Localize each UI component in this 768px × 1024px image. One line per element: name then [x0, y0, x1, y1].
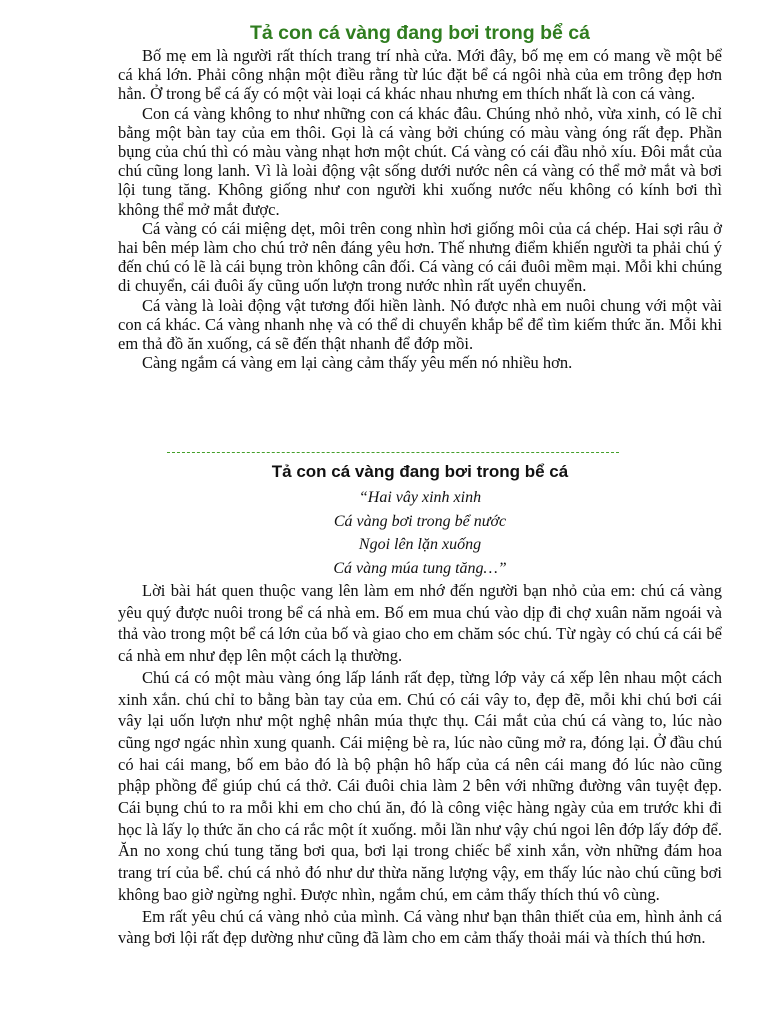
song-line-4: Cá vàng múa tung tăng…” — [333, 559, 507, 577]
section-divider — [167, 452, 619, 453]
song-line-1: “Hai vây xinh xinh — [358, 489, 482, 506]
essay-one-title: Tả con cá vàng đang bơi trong bể cá — [249, 22, 590, 44]
essay-one-paragraph-2: Con cá vàng không to như những con cá khác đâu. Chúng nhỏ nhỏ, vừa xinh, có lẽ chỉ bằng một bàn tay của em thôi. Gọi là cá vàng bởi chúng có màu vàng óng rất đẹp. Phần bụng của chú thì có màu vàng nhạt hơn một chút. Cá vàng có cái đầu nhỏ xíu. Đôi mắt của chú cũng long lanh. Vì là loài động vật sống dưới nước nên cá vàng có thể mở mắt và bơi lội tung tăng. Không giống như con người khi xuống nước nếu không có kính bơi thì không thể mở mắt được. — [118, 103, 722, 219]
essay-two-paragraph-2: Chú cá có một màu vàng óng lấp lánh rất đẹp, từng lớp vảy cá xếp lên nhau một cách xinh xắn. chú chỉ to bằng bàn tay của em. Chú có cái vây to, đẹp đẽ, mỗi khi chú bơi cái vây lại uốn lượn như một nghệ nhân múa thực thụ. Cái mắt của chú cá vàng to, lúc nào cũng ngơ ngác nhìn xung quanh. Cái miệng bè ra, lúc nào cũng mở ra, đóng lại. Ở đầu chú có hai cái mang, bố em bảo đó là bộ phận hô hấp của cá nên cái mang đó lúc nào cũng phập phồng để giúp chú cá thở. Cái đuôi chia làm 2 bên với những đường vân tuyệt đẹp. Cái bụng chú to ra mỗi khi em cho chú ăn, đó là công việc hàng ngày của em trước khi đi học là lấy lọ thức ăn cho cá rắc một ít xuống. mỗi lần như vậy chú ngoi lên đớp lấy đớp để. Ăn no xong chú tung tăng bơi qua, bơi lại trong chiếc bể xinh xắn, vờn những đám hoa trang trí của bể. chú cá nhỏ đó như dư thừa năng lượng vậy, em thấy lúc nào chú cũng bơi không bao giờ ngừng nghỉ. Được nhìn, ngắm chú, em cảm thấy thích thú vô cùng. — [118, 667, 722, 904]
song-line-2: Cá vàng bơi trong bể nước — [333, 512, 507, 530]
essay-one-paragraph-3: Cá vàng có cái miệng dẹt, môi trên cong nhìn hơi giống môi của cá chép. Hai sợi râu ở hai bên mép làm cho chú trở nên đáng yêu hơn. Thế nhưng điểm khiến người ta phải chú ý đến chú có lẽ là cái bụng tròn không cân đối. Cá vàng có cái đuôi mềm mại. Mỗi khi chúng di chuyển, cái đuôi ấy cũng uốn lượn trong nước nhìn rất uyển chuyển. — [118, 218, 722, 296]
essay-one-paragraph-4: Cá vàng là loài động vật tương đối hiền lành. Nó được nhà em nuôi chung với một vài con cá khác. Cá vàng nhanh nhẹ và có thể di chuyển khắp bể để tìm kiếm thức ăn. Mỗi khi em thả đồ ăn xuống, cá sẽ đến thật nhanh để đớp mồi. — [118, 295, 722, 354]
essay-two-paragraph-1: Lời bài hát quen thuộc vang lên làm em nhớ đến người bạn nhỏ của em: chú cá vàng yêu quý được nuôi trong bể cá nhà em. Bố em mua chú vào dịp đi chợ xuân năm ngoái và thả vào trong một bể cá lớn của bố và giao cho em chăm sóc chú. Từ ngày có chú cá cái bể cá nhà em như đẹp lên một cách lạ thường. — [118, 581, 722, 666]
essay-two-title: Tả con cá vàng đang bơi trong bể cá — [271, 462, 569, 481]
essay-two-paragraph-3: Em rất yêu chú cá vàng nhỏ của mình. Cá vàng như bạn thân thiết của em, hình ảnh cá vàng bơi lội rất đẹp dường như cũng đã làm cho em cảm thấy thoải mái và thích thú hơn. — [118, 906, 722, 948]
essay-one-paragraph-1: Bố mẹ em là người rất thích trang trí nhà cửa. Mới đây, bố mẹ em có mang về một bể cá khá lớn. Phải công nhận một điều rằng từ lúc đặt bể cá ngôi nhà của em trông đẹp hơn hẳn. Ở trong bể cá ấy có một vài loại cá khác nhau nhưng em thích nhất là con cá vàng. — [118, 46, 722, 104]
essay-two — [118, 460, 722, 949]
essay-one-paragraph-5: Càng ngắm cá vàng em lại càng cảm thấy yêu mến nó nhiều hơn. — [142, 353, 573, 373]
essay-one — [118, 20, 722, 372]
song-quote — [118, 486, 722, 580]
song-line-3: Ngoi lên lặn xuống — [358, 536, 482, 553]
